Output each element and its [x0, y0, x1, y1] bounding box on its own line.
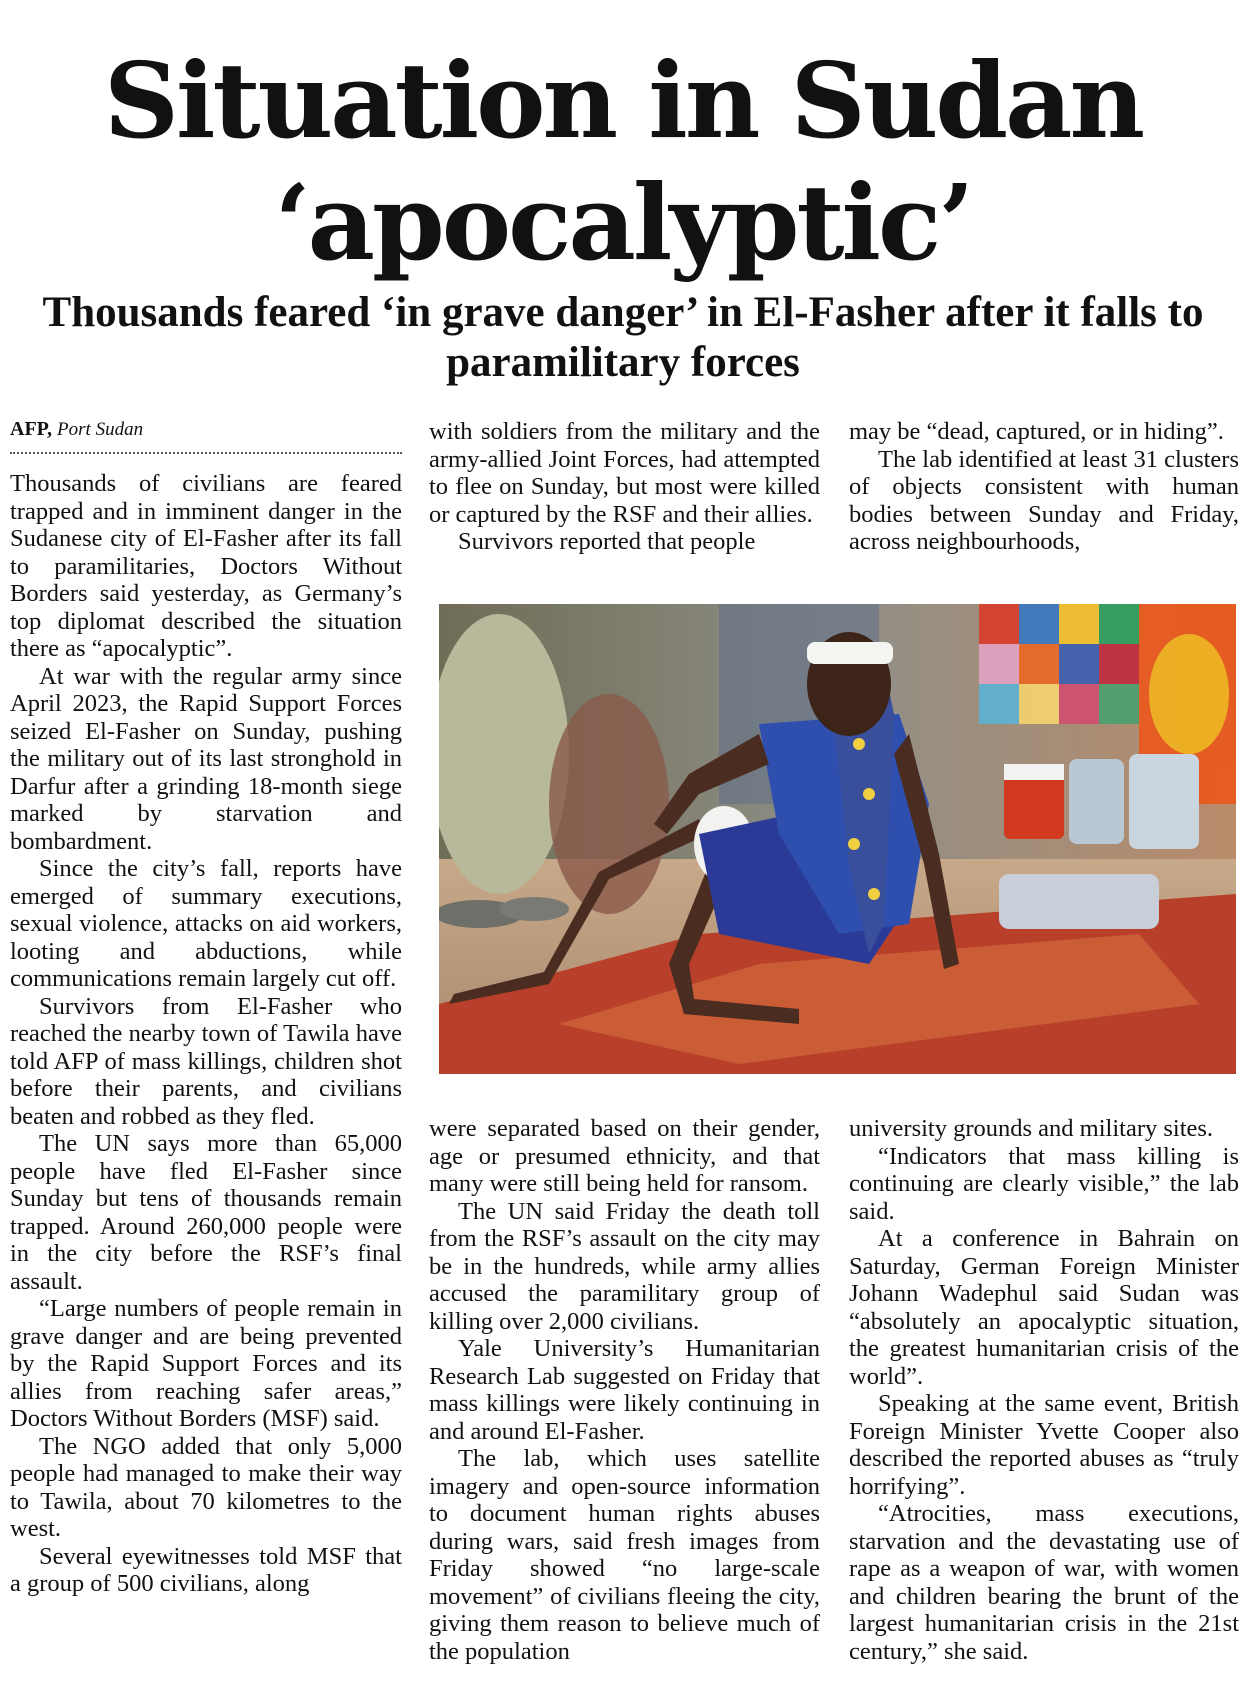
article-paragraph: Survivors reported that people	[458, 528, 756, 555]
article-paragraph: Thousands of civilians are feared trapped and in imminent danger in the Sudanese city of El-Fasher after its fall to paramilitaries, Doctors Without Borders said yesterday, as Germany’s top diplomat described the situation there as “apocalyptic”.	[10, 470, 402, 662]
news-photo	[439, 604, 1236, 1074]
article-paragraph: may be “dead, captured, or in hiding”.	[849, 418, 1224, 445]
article-paragraph: Survivors from El-Fasher who reached the nearby town of Tawila have told AFP of mass killings, children shot before their parents, and civilians beaten and robbed as they fled.	[10, 992, 402, 1130]
headline-line-2: ‘apocalyptic’	[274, 161, 972, 284]
byline	[10, 416, 402, 443]
article-column-3-bottom	[849, 1115, 1239, 1665]
byline-divider	[10, 452, 402, 454]
subheadline-line-2: paramilitary forces	[446, 339, 800, 386]
article-paragraph: with soldiers from the military and the army-allied Joint Forces, had attempted to flee on Sunday, but most were killed or captured by the RSF and their allies.	[429, 418, 820, 528]
article-column-3-top	[849, 418, 1239, 556]
article-column-2-top	[429, 418, 820, 556]
article-paragraph: Speaking at the same event, British Foreign Minister Yvette Cooper also described the reported abuses as “truly horrifying”.	[849, 1390, 1239, 1500]
article-paragraph: “Indicators that mass killing is continuing are clearly visible,” the lab said.	[849, 1142, 1239, 1225]
article-paragraph: The UN said Friday the death toll from the RSF’s assault on the city may be in the hundreds, while army allies accused the paramilitary group of killing over 2,000 civilians.	[429, 1197, 820, 1335]
photo-boy-seated-on-rug-icon	[439, 604, 1236, 1074]
article-paragraph: Several eyewitnesses told MSF that a group of 500 civilians, along	[10, 1542, 402, 1597]
subheadline-line-1: Thousands feared ‘in grave danger’ in El-Fasher after it falls to	[42, 289, 1204, 336]
article-paragraph: “Atrocities, mass executions, starvation and the devastating use of rape as a weapon of war, with women and children bearing the brunt of the largest humanitarian crisis in the 21st century,” she said.	[849, 1500, 1239, 1665]
article-paragraph: “Large numbers of people remain in grave danger and are being prevented by the Rapid Support Forces and its allies from reaching safer areas,” Doctors Without Borders (MSF) said.	[10, 1295, 402, 1432]
article-paragraph: university grounds and military sites.	[849, 1115, 1214, 1142]
headline	[0, 40, 1246, 284]
headline-line-1: Situation in Sudan	[103, 39, 1143, 162]
byline-agency: AFP,	[10, 418, 53, 440]
article-paragraph: The lab identified at least 31 clusters of objects consistent with human bodies between Sunday and Friday, across neighbourhoods,	[849, 445, 1239, 555]
article-paragraph: The UN says more than 65,000 people have fled El-Fasher since Sunday but tens of thousands remain trapped. Around 260,000 people were in the city before the RSF’s final assault.	[10, 1130, 402, 1295]
article-paragraph: The lab, which uses satellite imagery and open-source information to document human rights abuses during wars, said fresh images from Friday showed “no large-scale movement” of civilians fleeing the city, giving them reason to believe much of the population	[429, 1445, 820, 1665]
article-paragraph: Yale University’s Humanitarian Research Lab suggested on Friday that mass killings were likely continuing in and around El-Fasher.	[429, 1335, 820, 1445]
article-paragraph: At a conference in Bahrain on Saturday, German Foreign Minister Johann Wadephul said Sudan was “absolutely an apocalyptic situation, the greatest humanitarian crisis of the world”.	[849, 1225, 1239, 1390]
byline-location: Port Sudan	[57, 419, 144, 440]
article-column-2-bottom	[429, 1115, 820, 1665]
subheadline	[0, 288, 1246, 388]
article-paragraph: At war with the regular army since April 2023, the Rapid Support Forces seized El-Fasher on Sunday, pushing the military out of its last stronghold in Darfur after a grinding 18-month siege marked by starvation and bombardment.	[10, 662, 402, 855]
article-paragraph: were separated based on their gender, age or presumed ethnicity, and that many were still being held for ransom.	[429, 1115, 820, 1197]
article-column-1	[10, 470, 402, 1598]
article-paragraph: Since the city’s fall, reports have emerged of summary executions, sexual violence, attacks on aid workers, looting and abductions, while communications remain largely cut off.	[10, 855, 402, 992]
article-paragraph: The NGO added that only 5,000 people had managed to make their way to Tawila, about 70 kilometres to the west.	[10, 1432, 402, 1542]
